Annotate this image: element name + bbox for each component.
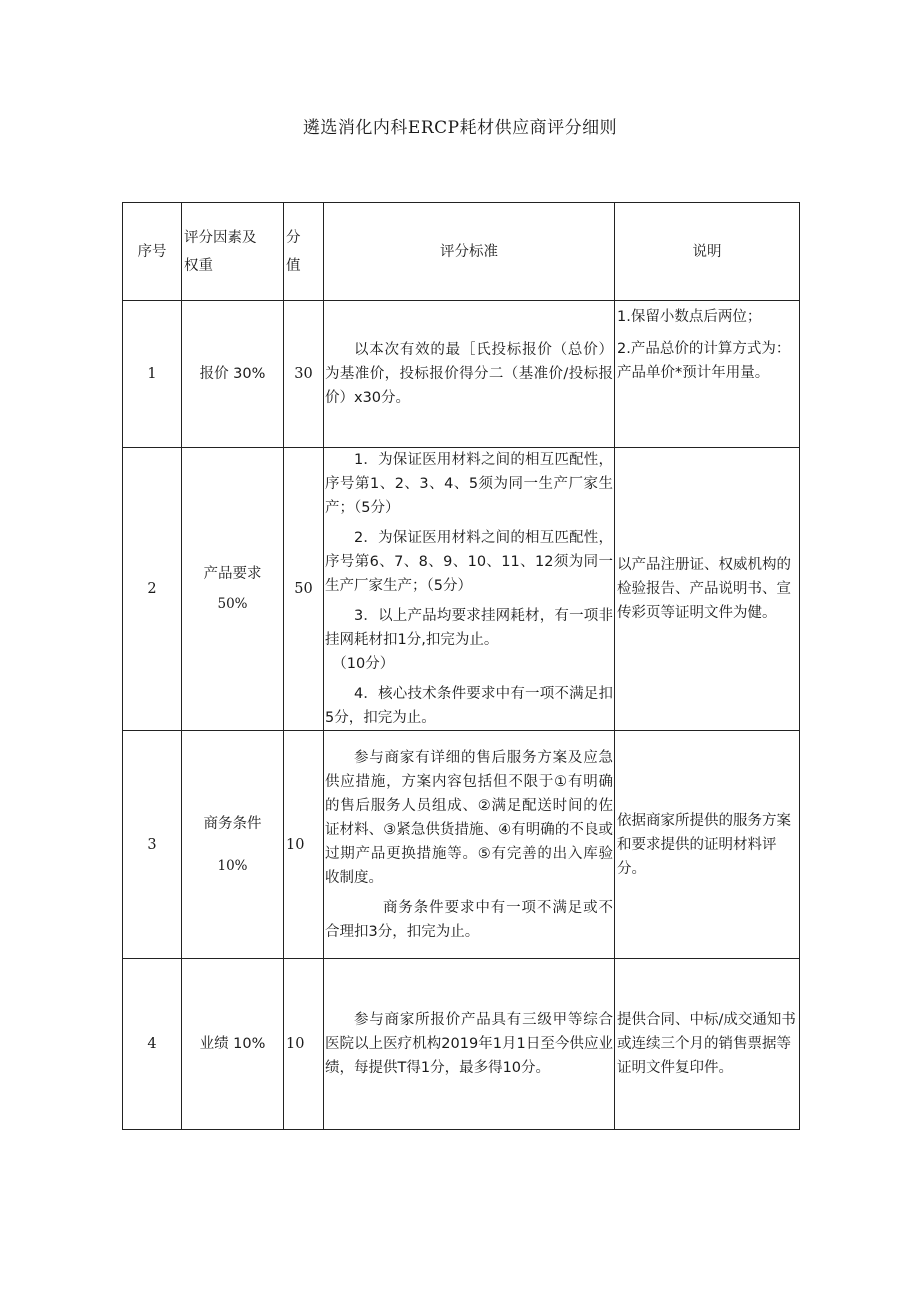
- row-score: 10: [284, 959, 324, 1130]
- criteria-paragraph: 4．核心技术条件要求中有一项不满足扣5分，扣完为止。: [325, 686, 613, 726]
- row-factor: 报价 30%: [182, 301, 284, 448]
- header-score-line2: 值: [286, 257, 301, 274]
- header-factor-line2: 权重: [184, 257, 213, 274]
- row-score: 50: [284, 448, 324, 731]
- criteria-paragraph: 参与商家有详细的售后服务方案及应急供应措施，方案内容包括但不限于①有明确的售后服务人员组成、②满足配送时间的佐证材料、③紧急供货措施、④有明确的不良或过期产品更换措施等。⑤有完善的出入库验收制度。: [325, 749, 613, 886]
- row-factor-name: 商务条件: [203, 815, 262, 832]
- row-criteria: [324, 301, 615, 448]
- row-score: 10: [284, 731, 324, 959]
- note-paragraph: 1.保留小数点后两位；: [617, 309, 762, 325]
- criteria-paragraph: 以本次有效的最［氏投标报价（总价）为基准价，投标报价得分二（基准价/投标报价）x30分。: [325, 342, 613, 406]
- header-score: [284, 203, 324, 301]
- scoring-table: [122, 202, 800, 1130]
- row-notes: [615, 959, 800, 1130]
- row-score: 30: [284, 301, 324, 448]
- page-title: 遴选消化内科ERCP耗材供应商评分细则: [302, 118, 618, 138]
- note-paragraph: 以产品注册证、权威机构的检验报告、产品说明书、宣传彩页等证明文件为健。: [617, 557, 791, 621]
- row-factor: 业绩 10%: [182, 959, 284, 1130]
- header-criteria: 评分标准: [324, 203, 615, 301]
- row-factor: [182, 448, 284, 731]
- header-score-line1: 分: [286, 229, 301, 246]
- header-factor: [182, 203, 284, 301]
- row-factor-weight: 50%: [217, 596, 248, 612]
- row-seq: 4: [123, 959, 182, 1130]
- criteria-paragraph: 3．以上产品均要求挂网耗材，有一项非挂网耗材扣1分,扣完为止。: [325, 608, 613, 648]
- criteria-paragraph: 商务条件要求中有一项不满足或不合理扣3分，扣完为止。: [325, 899, 613, 940]
- note-paragraph: 依据商家所提供的服务方案和要求提供的证明材料评分。: [617, 812, 791, 877]
- row-seq: 2: [123, 448, 182, 731]
- header-factor-line1: 评分因素及: [184, 229, 257, 246]
- table-header-row: [123, 203, 800, 301]
- row-criteria: [324, 959, 615, 1130]
- row-criteria: [324, 448, 615, 731]
- row-criteria: [324, 731, 615, 959]
- note-paragraph: 提供合同、中标/成交通知书或连续三个月的销售票据等证明文件复印件。: [617, 1012, 796, 1076]
- criteria-paragraph: （10分）: [332, 656, 395, 672]
- table-row: [123, 301, 800, 448]
- note-paragraph: 2.产品总价的计算方式为：产品单价*预计年用量。: [617, 341, 791, 381]
- header-seq: 序号: [123, 203, 182, 301]
- row-factor-name: 产品要求: [203, 566, 262, 582]
- row-seq: 1: [123, 301, 182, 448]
- criteria-paragraph: 1．为保证医用材料之间的相互匹配性，序号第1、2、3、4、5须为同一生产厂家生产；（5分）: [325, 452, 613, 516]
- row-notes: [615, 301, 800, 448]
- row-factor: [182, 731, 284, 959]
- row-notes: [615, 731, 800, 959]
- row-factor-weight: 10%: [217, 857, 248, 874]
- criteria-paragraph: 2．为保证医用材料之间的相互匹配性，序号第6、7、8、9、10、11、12须为同一生产厂家生产；（5分）: [325, 530, 613, 594]
- table-row: [123, 448, 800, 731]
- header-notes: 说明: [615, 203, 800, 301]
- criteria-paragraph: 参与商家所报价产品具有三级甲等综合医院以上医疗机构2019年1月1日至今供应业绩，每提供T得1分，最多得10分。: [325, 1012, 613, 1076]
- row-seq: 3: [123, 731, 182, 959]
- row-notes: [615, 448, 800, 731]
- table-row: [123, 731, 800, 959]
- table-row: [123, 959, 800, 1130]
